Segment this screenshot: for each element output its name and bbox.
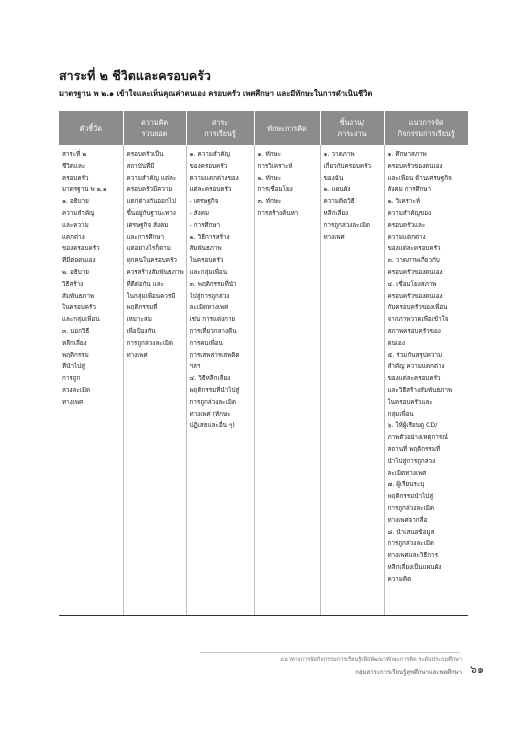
cell-line: กับครอบครัวของเพื่อน bbox=[387, 304, 448, 312]
cell-line: และวิธีสร้างสัมพันธภาพ bbox=[387, 386, 453, 394]
cell-line: เหมาะสม bbox=[126, 316, 152, 324]
cell-line: พฤติกรรม bbox=[62, 351, 89, 359]
cell-line: ควรสร้างสัมพันธภาพ bbox=[126, 268, 184, 276]
footer-divider bbox=[200, 652, 460, 653]
cell-line: - การศึกษา bbox=[189, 221, 221, 229]
column-header-indicator bbox=[59, 111, 123, 145]
cell-line: สภาพครอบครัวของ bbox=[387, 327, 441, 335]
cell-line: ๒. วิเคราะห์ bbox=[387, 198, 421, 206]
cell-line: หลีกเลี่ยง bbox=[323, 209, 349, 217]
cell-line: การวิเคราะห์ bbox=[257, 162, 293, 170]
footer-department: กลุ่มสาระการเรียนรู้สุขศึกษาและพลศึกษา bbox=[355, 669, 462, 676]
cell-line: ครอบครัวและ bbox=[387, 221, 426, 229]
column-header-task bbox=[320, 111, 384, 145]
cell-line: พฤติกรรมนำไปสู่ bbox=[387, 493, 434, 501]
cell-line: ของฉัน bbox=[323, 174, 344, 182]
cell-line: การเสพสารเสพติด bbox=[189, 351, 240, 359]
cell-line: วิธีสร้าง bbox=[62, 280, 84, 288]
cell-line: แต่อย่างไรก็ตาม bbox=[126, 245, 171, 253]
cell-line: ครอบครัวมีความ bbox=[126, 186, 173, 194]
cell-line: กลุ่มเพื่อน bbox=[387, 410, 414, 418]
cell-line: นำไปสู่การถูกล่วง bbox=[387, 457, 436, 465]
cell-line: การเที่ยวกลางคืน bbox=[189, 327, 237, 335]
column-header-thinking-skill bbox=[254, 111, 320, 145]
cell-line: ๒. วิธีการสร้าง bbox=[189, 233, 230, 241]
cell-line: ๓. ทักษะ bbox=[257, 198, 282, 206]
cell-line: ขึ้นอยู่กับฐานะทาง bbox=[126, 209, 176, 217]
column-header-text: สาระ bbox=[211, 118, 229, 127]
cell-line: การถูก bbox=[62, 375, 81, 383]
cell-line: เศรษฐกิจ สังคม bbox=[126, 221, 169, 229]
cell-line: ครอบครัวของตนเอง bbox=[387, 268, 443, 276]
cell-line: ครอบครัวเป็น bbox=[126, 151, 164, 158]
column-header-text: แนวการจัด bbox=[408, 118, 444, 127]
cell-line: ความแตกต่างของ bbox=[189, 174, 239, 182]
cell-line: มาตรฐาน พ ๒.๑ bbox=[62, 186, 107, 194]
cell-line: และการศึกษา bbox=[126, 233, 165, 241]
cell-line: ทางเพศจากสื่อ bbox=[387, 516, 428, 524]
cell-line: ฯลฯ bbox=[189, 363, 201, 371]
column-header-text: ตัวชี้วัด bbox=[79, 123, 102, 133]
cell-line: ความสำคัญของ bbox=[387, 209, 432, 217]
cell-line: ในครอบครัว bbox=[62, 304, 96, 312]
page-title: สาระที่ ๒ ชีวิตและครอบครัว bbox=[59, 68, 211, 83]
cell-line: และเพื่อน ด้านเศรษฐกิจ bbox=[387, 174, 452, 182]
cell-line: ในกลุ่มเพื่อนควรมี bbox=[126, 292, 176, 300]
cell-line: ๒. ทักษะ bbox=[257, 174, 282, 182]
cell-line: ๑. อธิบาย bbox=[62, 198, 89, 206]
cell-line: การถูกล่วงละเมิด bbox=[126, 339, 173, 347]
cell-line: ชีวิตและ bbox=[62, 162, 86, 170]
cell-line: ครอบครัวของตนเอง bbox=[387, 292, 443, 300]
cell-line: ๔. วิธีหลีกเลี่ยง bbox=[189, 375, 231, 383]
cell-line: ของแต่ละครอบครัว bbox=[387, 375, 441, 383]
cell-line: สัมพันธภาพ bbox=[189, 245, 222, 253]
column-header-text: การเรียนรู้ bbox=[204, 129, 236, 138]
cell-line: แตกต่างกันออกไป bbox=[126, 198, 176, 206]
cell-line: และกลุ่มเพื่อน bbox=[189, 268, 228, 276]
cell-line: ภาพตัวอย่างเหตุการณ์ bbox=[387, 434, 449, 442]
cell-line: ทางเพศ bbox=[126, 351, 148, 359]
cell-line: หลีกเลี่ยงเป็นแผนผัง bbox=[387, 563, 442, 571]
cell-line: ๓. บอกวิธี bbox=[62, 327, 90, 335]
table-header-row bbox=[59, 111, 468, 145]
column-header-text: ทักษะการคิด bbox=[267, 123, 307, 133]
cell-line: เพื่อป้องกัน bbox=[126, 327, 156, 335]
cell-line: ครอบครัวของตนเอง bbox=[387, 162, 443, 170]
cell-line: - เศรษฐกิจ bbox=[189, 198, 219, 206]
column-header-text: กิจกรรมการเรียนรู้ bbox=[397, 129, 455, 138]
cell-line: ๘. นำเสนอข้อมูล bbox=[387, 528, 435, 536]
cell-line: ๓. วาดภาพเกี่ยวกับ bbox=[387, 257, 440, 265]
cell-line: ของครอบครัว bbox=[189, 162, 228, 170]
cell-line: ทางเพศ (ทักษะ bbox=[189, 410, 231, 418]
page-number: ๖๑ bbox=[470, 663, 484, 676]
cell-line: ๒. แผนผัง bbox=[323, 186, 351, 194]
cell-line: พฤติกรรมที่นำไปสู่ bbox=[189, 386, 240, 394]
cell-line: ความแตกต่าง bbox=[387, 233, 426, 241]
cell-line: ปฏิเสธและอื่น ๆ) bbox=[189, 422, 235, 430]
cell-line: ทางเพศ bbox=[62, 398, 84, 406]
cell-line: และความ bbox=[62, 221, 89, 229]
cell-line: สำคัญ ความแตกต่าง bbox=[387, 363, 445, 371]
cell-line: การคบเพื่อน bbox=[189, 339, 223, 347]
footer-book-title: แนวทางการจัดกิจกรรมการเรียนรู้เพื่อพัฒนาทักษะการคิด ระดับประถมศึกษา bbox=[280, 657, 462, 663]
standard-heading: มาตรฐาน พ ๒.๑ เข้าใจและเห็นคุณค่าตนเอง ครอบครัว เพศศึกษา และมีทักษะในการดำเนินชีวิต bbox=[59, 89, 373, 98]
cell-line: การถูกล่วงละเมิด bbox=[323, 221, 370, 229]
cell-line: สถาบันที่มี bbox=[126, 162, 155, 170]
cell-line: ๕. ร่วมกันสรุปความ bbox=[387, 351, 443, 359]
cell-line: พฤติกรรมที่ bbox=[126, 304, 158, 312]
cell-line: การถูกล่วงละเมิด bbox=[189, 398, 236, 406]
cell-line: จากภาพวาดเพื่อเข้าใจ bbox=[387, 316, 449, 324]
column-header-text: รวบยอด bbox=[141, 129, 168, 138]
table-cell-thinking-skill bbox=[254, 145, 320, 616]
cell-line: ๖. ให้ผู้เรียนดู CD/ bbox=[387, 422, 438, 430]
cell-line: ละเมิดทางเพศ bbox=[189, 304, 229, 312]
cell-line: เกี่ยวกับครอบครัว bbox=[323, 162, 372, 170]
cell-line: ความสำคัญ แต่ละ bbox=[126, 174, 177, 182]
cell-line: ๑. ความสำคัญ bbox=[189, 151, 230, 158]
cell-line: หลีกเลี่ยง bbox=[62, 339, 87, 347]
cell-line: ในครอบครัว bbox=[189, 257, 224, 265]
cell-line: ครอบครัว bbox=[62, 174, 89, 182]
cell-line: ๒. อธิบาย bbox=[62, 268, 90, 276]
cell-line: ที่มีต่อตนเอง bbox=[62, 257, 96, 265]
column-header-text: ภาระงาน bbox=[337, 129, 367, 138]
cell-line: และกลุ่มเพื่อน bbox=[62, 316, 100, 324]
table-cell-indicator bbox=[59, 145, 123, 616]
cell-line: ที่ดีต่อกัน และ bbox=[126, 280, 165, 288]
cell-line: การถูกล่วงละเมิด bbox=[387, 504, 434, 512]
cell-line: ๓. พฤติกรรมที่นำ bbox=[189, 280, 237, 288]
column-header-text: ความคิด bbox=[140, 118, 169, 127]
cell-line: ทางเพศ bbox=[323, 233, 345, 241]
table-cell-concept bbox=[123, 145, 186, 616]
cell-line: แตกต่าง bbox=[62, 233, 85, 241]
cell-line: แต่ละครอบครัว bbox=[189, 186, 232, 194]
cell-line: ทุกคนในครอบครัว bbox=[126, 257, 177, 265]
cell-line: ความคิด bbox=[387, 575, 412, 583]
cell-line: ๗. ผู้เรียนระบุ bbox=[387, 481, 425, 489]
cell-line: ในครอบครัวและ bbox=[387, 398, 433, 406]
cell-line: ๔. เชื่อมโยงสภาพ bbox=[387, 280, 437, 288]
cell-line: ไปสู่การถูกล่วง bbox=[189, 292, 230, 300]
column-header-concept bbox=[123, 111, 186, 145]
table-cell-content bbox=[186, 145, 254, 616]
table-cell-task bbox=[320, 145, 384, 616]
cell-line: - สังคม bbox=[189, 209, 210, 217]
cell-line: ความคิดวิธี bbox=[323, 198, 355, 206]
cell-line: สาระที่ ๒ bbox=[62, 151, 87, 158]
cell-line: ล่วงละเมิด bbox=[62, 386, 91, 394]
column-header-content bbox=[186, 111, 254, 145]
cell-line: ละเมิดทางเพศ bbox=[387, 469, 427, 477]
cell-line: ที่นำไปสู่ bbox=[62, 363, 85, 371]
column-header-activity bbox=[384, 111, 468, 145]
cell-line: เช่น การแต่งกาย bbox=[189, 316, 236, 324]
cell-line: สังคม การศึกษา bbox=[387, 186, 432, 194]
column-header-text: ชิ้นงาน/ bbox=[339, 118, 365, 127]
cell-line: การสร้างค้นหา bbox=[257, 209, 299, 217]
cell-line: ทางเพศและวิธีการ bbox=[387, 552, 438, 560]
cell-line: ตนเอง bbox=[387, 339, 405, 347]
cell-line: การเชื่อมโยง bbox=[257, 186, 293, 194]
cell-line: ของครอบครัว bbox=[62, 245, 100, 253]
cell-line: ๑. ศึกษาสภาพ bbox=[387, 151, 427, 158]
table-cell-activity bbox=[384, 145, 468, 616]
table-row bbox=[59, 145, 468, 616]
cell-line: ๑. ทักษะ bbox=[257, 151, 281, 158]
cell-line: ความสำคัญ bbox=[62, 209, 95, 217]
curriculum-table bbox=[59, 111, 468, 616]
cell-line: ๑. วาดภาพ bbox=[323, 151, 355, 158]
cell-line: ของแต่ละครอบครัว bbox=[387, 245, 441, 253]
cell-line: สถานที่ พฤติกรรมที่ bbox=[387, 445, 441, 453]
cell-line: สัมพันธภาพ bbox=[62, 292, 95, 300]
cell-line: การถูกล่วงละเมิด bbox=[387, 540, 434, 548]
